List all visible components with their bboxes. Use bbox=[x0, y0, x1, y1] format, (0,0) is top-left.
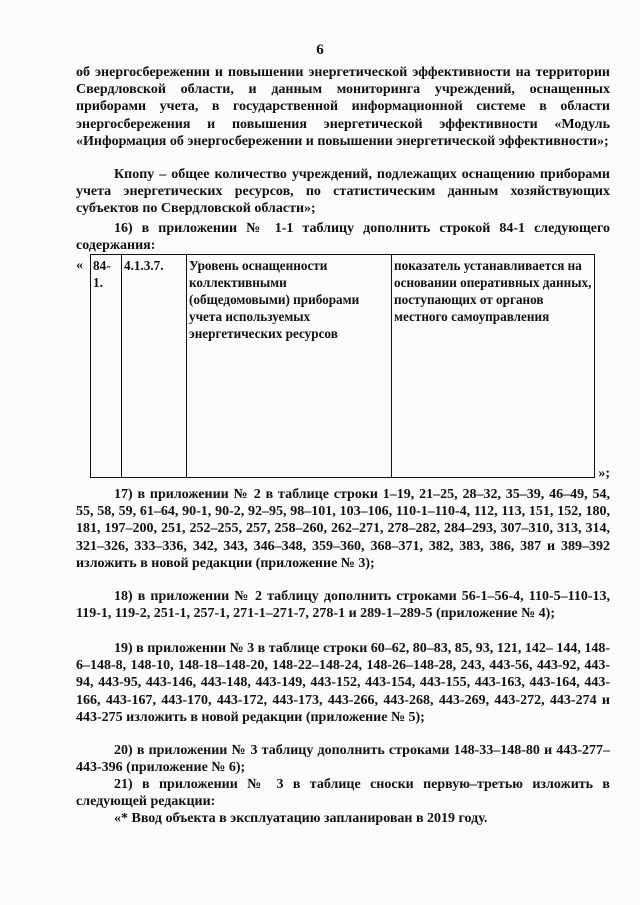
paragraph-5: 18) в приложении № 2 таблицу дополнить строками 56-1–56-4, 110-5–110-13, 119-1, 119-2, 251-1, 257-1, 271-1–271-7, 278-1 и 289-1–289-5 (приложение № 4); bbox=[76, 589, 610, 622]
table-row bbox=[91, 255, 595, 478]
close-quote: »; bbox=[598, 466, 610, 481]
open-quote: « bbox=[76, 258, 83, 273]
paragraph-3: 16) в приложении № 1-1 таблицу дополнить строкой 84-1 следующего содержания: bbox=[76, 221, 610, 254]
indicator-cell: Уровень оснащенности коллективными (общедомовыми) приборами учета используемых энергетических ресурсов bbox=[187, 255, 392, 478]
inserted-row-table bbox=[76, 254, 610, 484]
paragraph-6: 19) в приложении № 3 в таблице строки 60–62, 80–83, 85, 93, 121, 142– 144, 148-6–148-8, 148-10, 148-18–148-20, 148-22–148-24, 148-26–148-28, 243, 443-56, 443-92, 443-94, 443-95, 443-146, 443-148, 443-149, 443-152, 443-154, 443-155, 443-163, 443-164, 443-166, 443-167, 443-170, 443-172, 443-173, 443-266, 443-268, 443-269, 443-272, 443-274 и 443-275 изложить в новой редакции (приложение № 5); bbox=[76, 641, 610, 725]
paragraph-1: об энергосбережении и повышении энергетической эффективности на территории Свердловской области, и данным мониторинга учреждений, оснащенных приборами учета, в государственной информационной системе в области энергосбережения и повышения энергетической эффективности «Модуль «Информация об энергосбережении и повышении энергетической эффективности»; bbox=[76, 65, 610, 149]
paragraph-7: 20) в приложении № 3 таблицу дополнить строками 148-33–148-80 и 443-277–443-396 (приложение № 6); bbox=[76, 743, 610, 776]
paragraph-2: Кпопу – общее количество учреждений, подлежащих оснащению приборами учета энергетических ресурсов, по статистическим данным хозяйствующих субъектов по Свердловской области»; bbox=[76, 167, 610, 217]
paragraph-8: 21) в приложении № 3 в таблице сноски первую–третью изложить в следующей редакции: bbox=[76, 777, 610, 810]
paragraph-4: 17) в приложении № 2 в таблице строки 1–19, 21–25, 28–32, 35–39, 46–49, 54, 55, 58, 59, 61–64, 90-1, 90-2, 92–95, 98–101, 103–106, 110-1–110-4, 112, 113, 151, 152, 180, 181, 197–200, 251, 252–255, 257, 258–260, 262–271, 278–282, 284–293, 307–310, 313, 314, 321–326, 333–336, 342, 343, 346–348, 359–360, 368–371, 382, 383, 386, 387 и 389–392 изложить в новой редакции (приложение № 3); bbox=[76, 487, 610, 571]
page-number: 6 bbox=[316, 42, 324, 58]
row-number-cell: 84-1. bbox=[91, 255, 122, 478]
appendix-table bbox=[90, 254, 595, 478]
note-cell: показатель устанавливается на основании оперативных данных, поступающих от органов местного самоуправления bbox=[392, 255, 595, 478]
row-code-cell: 4.1.3.7. bbox=[122, 255, 187, 478]
paragraph-9: «* Ввод объекта в эксплуатацию запланирован в 2019 году. bbox=[114, 811, 488, 826]
